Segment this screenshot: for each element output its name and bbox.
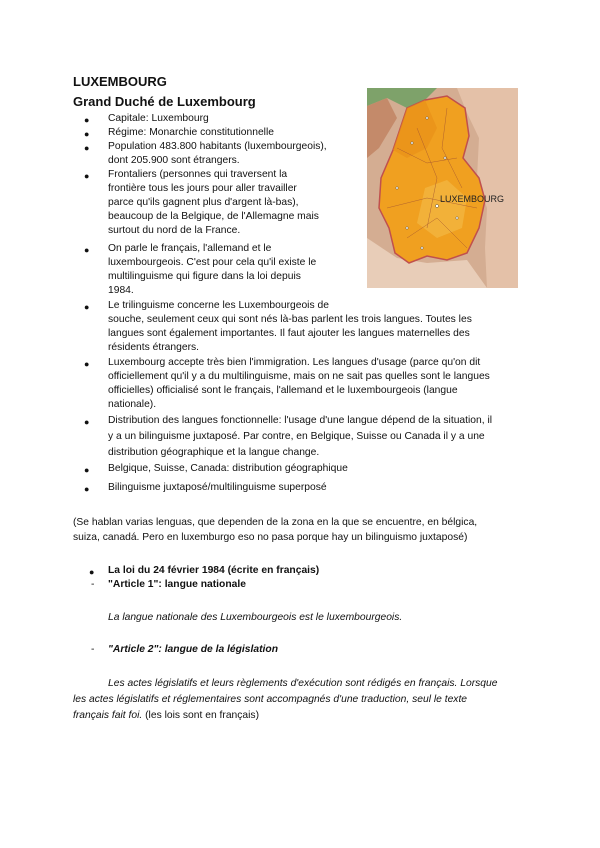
bullet-marker: ● — [89, 567, 95, 577]
bullet-marker: ● — [84, 143, 90, 153]
article-2-text-line: les actes législatifs et réglementaires sont accompagnés d'une traduction, seul le texte — [73, 694, 468, 705]
map-label: LUXEMBOURG — [440, 194, 505, 204]
article-2-text-end: français fait foi. — [73, 710, 143, 721]
article-1-text: La langue nationale des Luxembourgeois est le luxembourgeois. — [108, 612, 403, 623]
bullet-marker: ● — [84, 171, 90, 181]
list-item: Régime: Monarchie constitutionnelle — [108, 127, 274, 138]
list-item: Frontaliers (personnes qui traversent la — [108, 169, 288, 180]
bullet-marker: ● — [84, 465, 90, 475]
list-item-line: officielles) officialisé sont le français, l'allemand et le luxembourgeois (langue — [108, 385, 458, 396]
list-item-line: parce qu'ils gagnent plus d'argent là-bas), — [108, 197, 299, 208]
list-item: Belgique, Suisse, Canada: distribution géographique — [108, 463, 348, 474]
article-1-heading: "Article 1": langue nationale — [108, 579, 246, 590]
list-item: Bilinguisme juxtaposé/multilinguisme superposé — [108, 482, 327, 493]
list-item-line: 1984. — [108, 285, 134, 296]
bullet-marker: ● — [84, 417, 90, 427]
list-item-line: beaucoup de la Belgique, de l'Allemagne mais — [108, 211, 319, 222]
bullet-marker: ● — [84, 129, 90, 139]
list-item-line: y a un bilinguisme juxtaposé. Par contre, en Belgique, Suisse ou Canada il y a une — [108, 431, 485, 442]
list-item-line: résidents étrangers. — [108, 342, 200, 353]
article-2-text-line: Les actes législatifs et leurs règlements d'exécution sont rédigés en français. Lorsque — [108, 678, 498, 689]
list-item-line: luxembourgeois. C'est pour cela qu'il existe le — [108, 257, 317, 268]
list-item: Luxembourg accepte très bien l'immigration. Les langues d'usage (parce qu'on dit — [108, 357, 481, 368]
list-item-line: multilinguisme qui figure dans la loi depuis — [108, 271, 301, 282]
list-item: Population 483.800 habitants (luxembourgeois), — [108, 141, 327, 152]
list-item: Le trilinguisme concerne les Luxembourgeois de — [108, 300, 329, 311]
list-item-line: frontière tous les jours pour aller travailler — [108, 183, 297, 194]
list-item-line: officiellement qu'il y a du multilinguisme, mais on ne sait pas quelles sont le langues — [108, 371, 490, 382]
luxembourg-map — [367, 88, 518, 288]
article-2-text-line — [73, 709, 259, 723]
law-heading: La loi du 24 février 1984 (écrite en français) — [108, 565, 320, 576]
bullet-marker: ● — [84, 484, 90, 494]
list-item: On parle le français, l'allemand et le — [108, 243, 272, 254]
list-item: Distribution des langues fonctionnelle: l'usage d'une langue dépend de la situation, il — [108, 415, 493, 426]
list-item-line: langues sont également importantes. Il faut ajouter les langues maternelles des — [108, 328, 470, 339]
list-item-line: nationale). — [108, 399, 157, 410]
bullet-marker: ● — [84, 359, 90, 369]
bullet-marker: ● — [84, 302, 90, 312]
document-title: LUXEMBOURG — [73, 74, 167, 89]
list-item-line: dont 205.900 sont étrangers. — [108, 155, 240, 166]
dash-marker: - — [91, 644, 95, 655]
article-2-heading: "Article 2": langue de la législation — [108, 644, 278, 655]
spanish-note-line: (Se hablan varias lenguas, que dependen de la zona en la que se encuentre, en bélgica, — [73, 517, 478, 528]
article-2-note: (les lois sont en français) — [145, 710, 260, 721]
dash-marker: - — [91, 579, 95, 590]
spanish-note-line: suiza, canadá. Pero en luxemburgo eso no pasa porque hay un bilinguismo juxtaposé) — [73, 532, 468, 543]
list-item-line: surtout du nord de la France. — [108, 225, 241, 236]
list-item: Capitale: Luxembourg — [108, 113, 209, 124]
bullet-marker: ● — [84, 245, 90, 255]
document-subtitle: Grand Duché de Luxembourg — [73, 94, 256, 109]
bullet-marker: ● — [84, 115, 90, 125]
list-item-line: distribution géographique et la langue change. — [108, 447, 320, 458]
list-item-line: souche, seulement ceux qui sont nés là-bas parlent les trois langues. Toutes les — [108, 314, 472, 325]
